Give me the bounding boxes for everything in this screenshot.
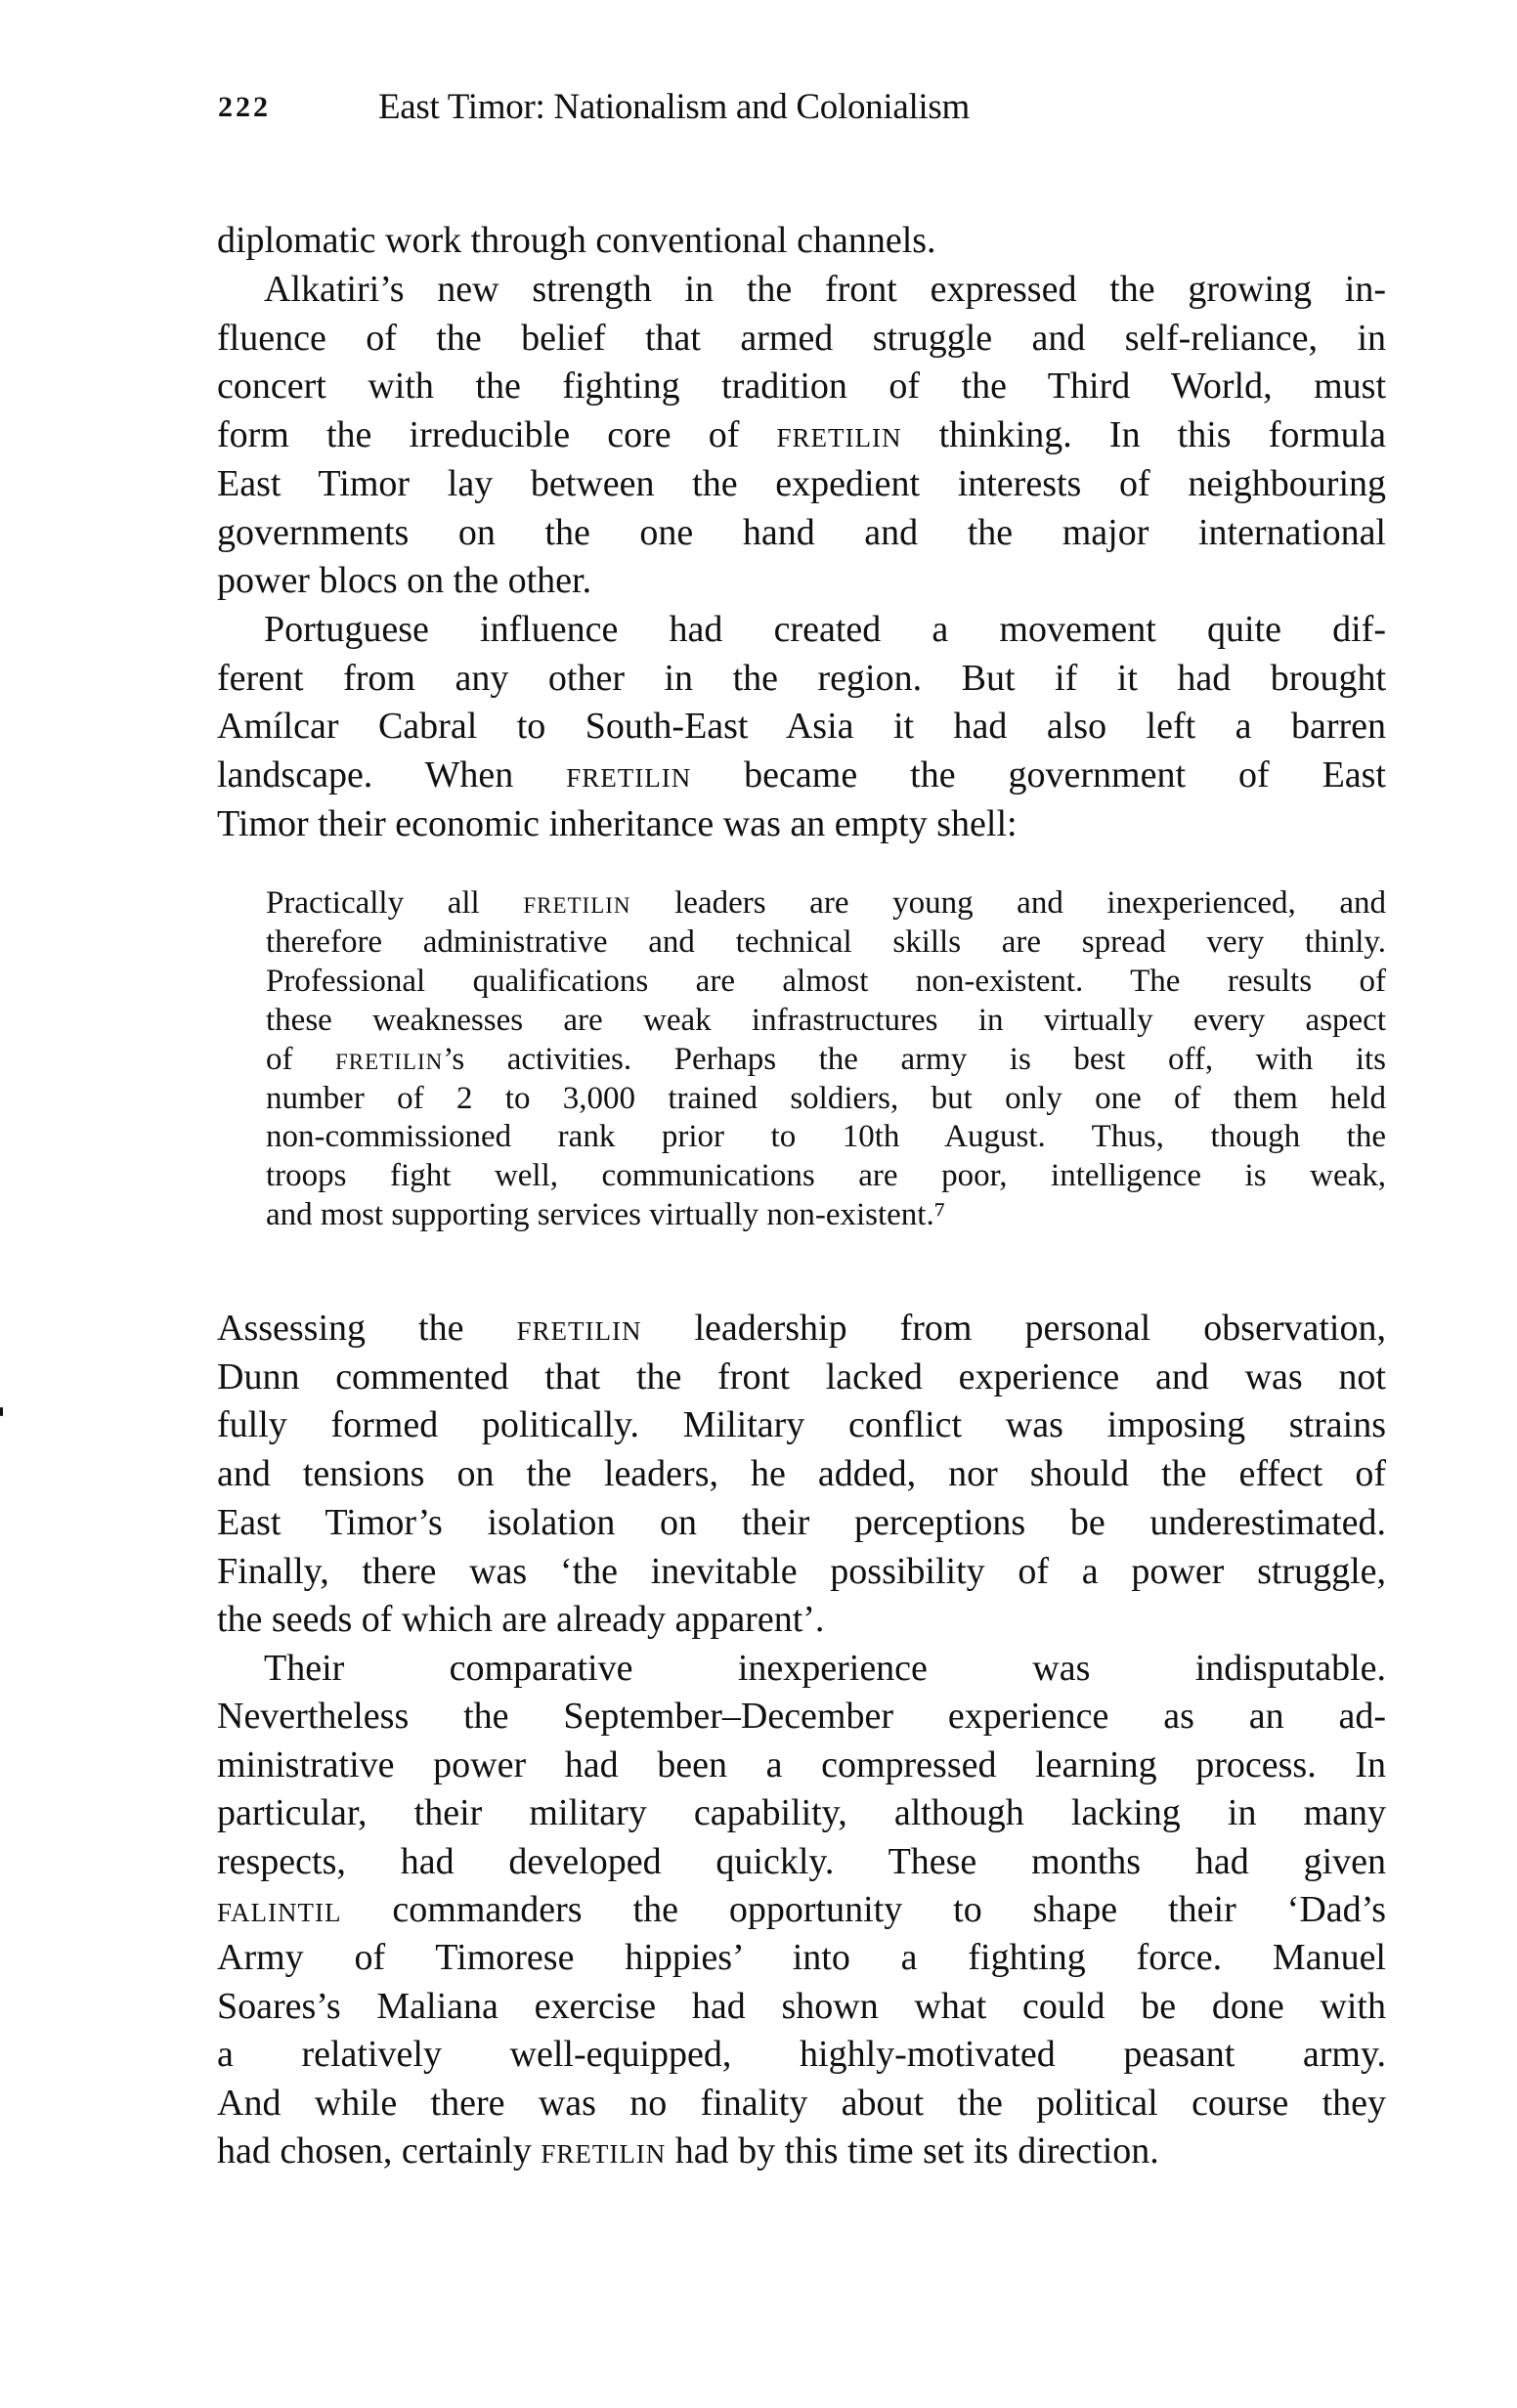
- text-line: [264, 266, 1386, 313]
- text-run: particular, their military capability, although lacking in many: [217, 1792, 1386, 1833]
- text-run: diplomatic work through conventional channels.: [217, 220, 936, 261]
- text-line: [266, 962, 1386, 1001]
- text-run: East Timor’s isolation on their perceptions be underestimated.: [217, 1502, 1386, 1543]
- text-line: [266, 883, 1386, 923]
- text-run: East Timor lay between the expedient interests of neighbouring: [217, 463, 1386, 504]
- small-caps-acronym: fretilin: [516, 1308, 642, 1349]
- text-run: these weaknesses are weak infrastructures in virtually every aspect: [266, 1003, 1386, 1038]
- text-line: [217, 1693, 1386, 1740]
- text-line: [217, 1742, 1386, 1788]
- text-line: [217, 703, 1386, 750]
- text-run: Nevertheless the September–December experience as an ad-: [217, 1696, 1386, 1737]
- text-run: became the government of East: [691, 754, 1386, 796]
- text-run: respects, had developed quickly. These months had given: [217, 1841, 1386, 1882]
- text-line: [217, 1934, 1386, 1981]
- text-run: And while there was no finality about the political course they: [217, 2083, 1386, 2124]
- small-caps-acronym: fretilin: [566, 754, 692, 796]
- text-run: therefore administrative and technical skills are spread very thinly.: [266, 924, 1386, 960]
- text-line: [217, 1886, 1386, 1933]
- text-run: ’s activities. Perhaps the army is best off, with its: [443, 1042, 1386, 1077]
- text-run: of: [266, 1042, 336, 1077]
- text-line: [217, 1983, 1386, 2030]
- text-run: governments on the one hand and the major international: [217, 512, 1386, 553]
- text-run: and most supporting services virtually non-existent.⁷: [266, 1197, 946, 1232]
- text-run: Dunn commented that the front lacked experience and was not: [217, 1356, 1386, 1398]
- text-line: [217, 217, 1386, 264]
- text-run: Timor their economic inheritance was an empty shell:: [217, 803, 1018, 844]
- text-run: troops fight well, communications are poor, intelligence is weak,: [266, 1158, 1386, 1193]
- text-line: [266, 1040, 1386, 1079]
- text-run: landscape. When: [217, 754, 567, 796]
- text-run: power blocs on the other.: [217, 560, 592, 601]
- text-run: had by this time set its direction.: [666, 2130, 1159, 2172]
- text-line: [217, 752, 1386, 798]
- text-run: the seeds of which are already apparent’.: [217, 1599, 825, 1640]
- text-line: [217, 2031, 1386, 2078]
- text-run: Their comparative inexperience was indisputable.: [264, 1648, 1386, 1689]
- text-run: number of 2 to 3,000 trained soldiers, but only one of them held: [266, 1081, 1386, 1116]
- small-caps-acronym: fretilin: [523, 885, 631, 921]
- text-run: Finally, there was ‘the inevitable possibility of a power struggle,: [217, 1551, 1386, 1592]
- text-line: [217, 557, 1386, 604]
- text-run: leaders are young and inexperienced, and: [630, 885, 1386, 921]
- text-line: [266, 1117, 1386, 1156]
- text-line: [266, 1156, 1386, 1195]
- text-line: [264, 606, 1386, 653]
- text-run: non-commissioned rank prior to 10th August. Thus, though the: [266, 1119, 1386, 1154]
- text-line: [217, 460, 1386, 507]
- text-run: commanders the opportunity to shape their ‘Dad’s: [341, 1889, 1386, 1930]
- text-run: ministrative power had been a compressed learning process. In: [217, 1744, 1386, 1785]
- text-line: [217, 800, 1386, 847]
- text-run: thinking. In this formula: [901, 414, 1386, 455]
- text-line: [266, 1001, 1386, 1040]
- page-number: 222: [218, 91, 271, 123]
- text-run: Amílcar Cabral to South-East Asia it had also left a barren: [217, 706, 1386, 747]
- text-run: a relatively well-equipped, highly-motivated peasant army.: [217, 2034, 1386, 2075]
- text-line: [266, 923, 1386, 962]
- text-line: [217, 1450, 1386, 1497]
- text-line: [217, 1499, 1386, 1546]
- text-run: fluence of the belief that armed struggle and self-reliance, in: [217, 318, 1386, 359]
- text-line: [217, 2080, 1386, 2127]
- text-run: had chosen, certainly: [217, 2130, 542, 2172]
- text-line: [217, 315, 1386, 362]
- text-line: [217, 411, 1386, 458]
- text-run: fully formed politically. Military conflict was imposing strains: [217, 1404, 1386, 1445]
- text-line: [217, 1789, 1386, 1836]
- text-line: [217, 1838, 1386, 1885]
- text-line: [217, 1354, 1386, 1400]
- text-line: [264, 1645, 1386, 1692]
- text-line: [266, 1079, 1386, 1118]
- text-line: [217, 1548, 1386, 1595]
- text-run: Assessing the: [217, 1308, 517, 1349]
- text-run: form the irreducible core of: [217, 414, 777, 455]
- text-run: Portuguese influence had created a movement quite dif-: [264, 609, 1386, 650]
- text-line: [266, 1195, 1386, 1234]
- text-line: [217, 363, 1386, 409]
- text-run: Alkatiri’s new strength in the front expressed the growing in-: [264, 269, 1386, 310]
- text-run: Practically all: [266, 885, 524, 921]
- text-run: leadership from personal observation,: [641, 1308, 1386, 1349]
- text-line: [217, 655, 1386, 702]
- running-head: [0, 86, 1517, 129]
- small-caps-acronym: fretilin: [335, 1042, 444, 1077]
- text-run: Professional qualifications are almost non-existent. The results of: [266, 964, 1386, 999]
- text-line: [217, 1305, 1386, 1352]
- small-caps-acronym: falintil: [217, 1889, 342, 1930]
- text-run: Soares’s Maliana exercise had shown what could be done with: [217, 1986, 1386, 2027]
- small-caps-acronym: fretilin: [776, 414, 902, 455]
- text-line: [217, 2128, 1386, 2174]
- scan-artifact-mark: [0, 1407, 3, 1416]
- text-line: [217, 1596, 1386, 1643]
- text-run: Army of Timorese hippies’ into a fighting force. Manuel: [217, 1937, 1386, 1978]
- text-run: and tensions on the leaders, he added, nor should the effect of: [217, 1453, 1386, 1494]
- small-caps-acronym: fretilin: [541, 2130, 667, 2172]
- text-line: [217, 509, 1386, 556]
- text-run: concert with the fighting tradition of the Third World, must: [217, 366, 1386, 407]
- text-line: [217, 1401, 1386, 1448]
- running-head-title: East Timor: Nationalism and Colonialism: [378, 87, 970, 127]
- text-run: ferent from any other in the region. But if it had brought: [217, 658, 1386, 699]
